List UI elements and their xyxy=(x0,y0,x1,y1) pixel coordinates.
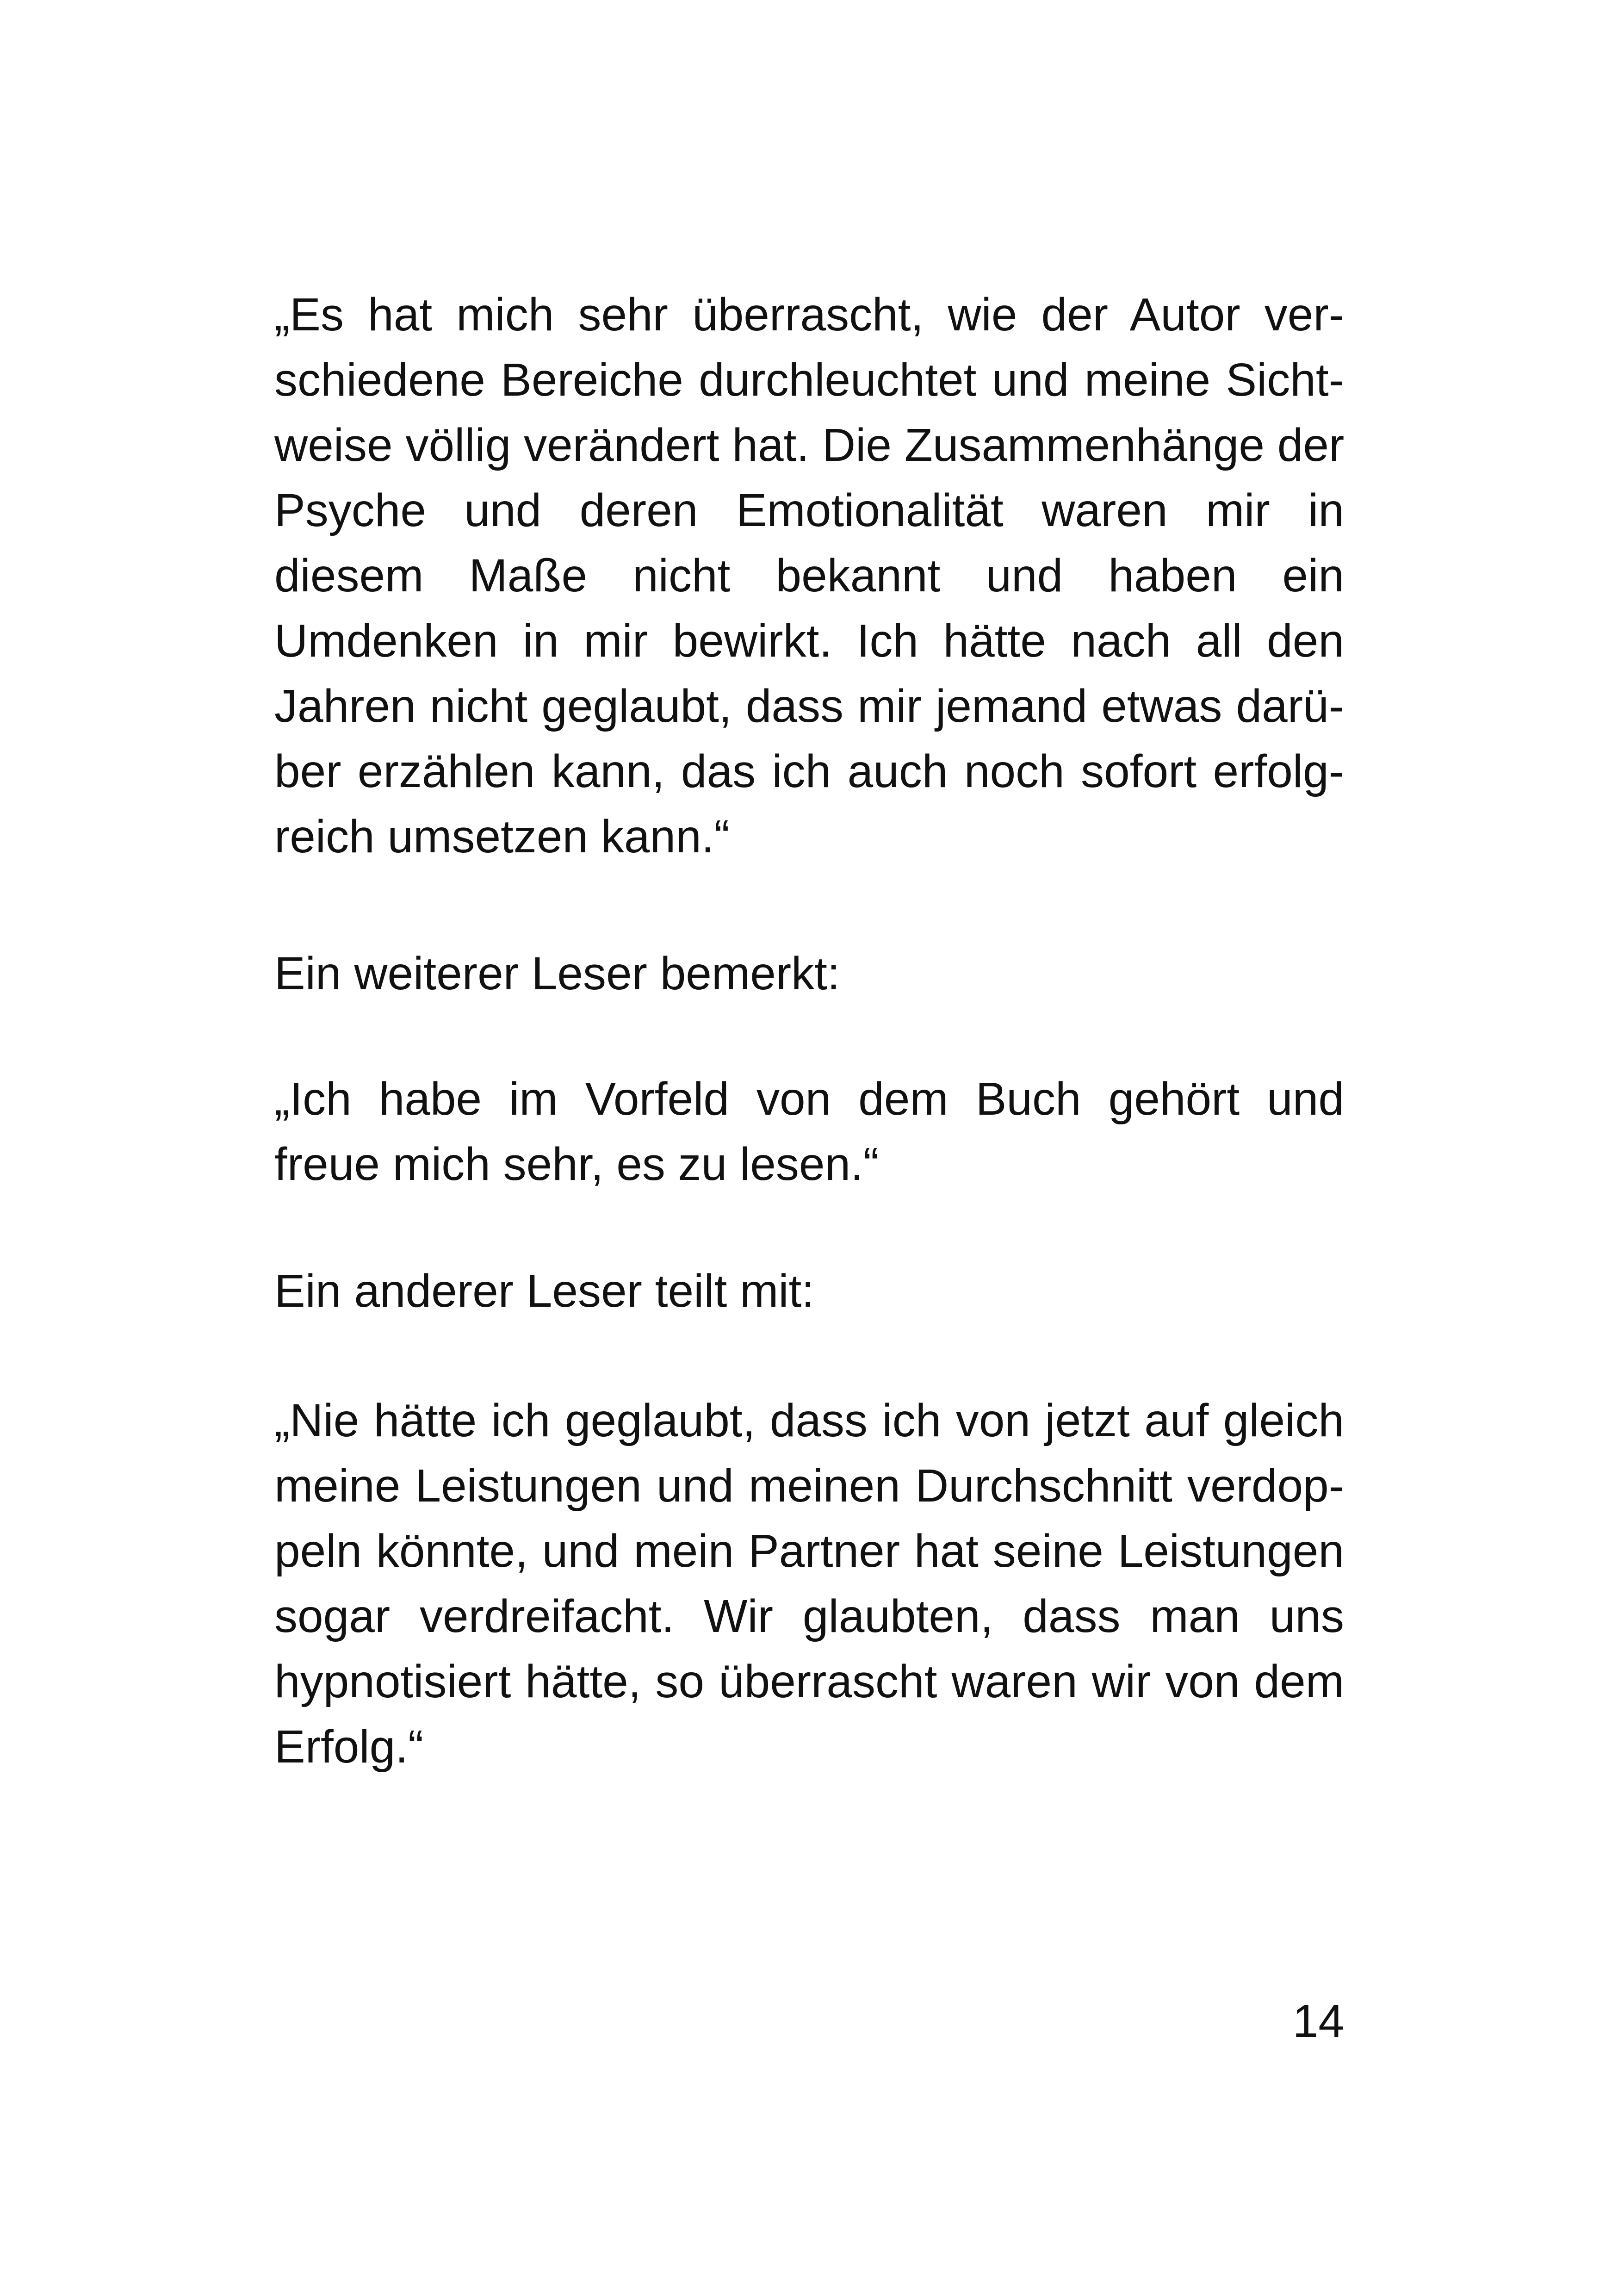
text-line: freue mich sehr, es zu lesen.“ xyxy=(274,1138,879,1190)
text-line: Psyche und deren Emotionalität waren mir in xyxy=(274,484,1344,536)
text-line: Jahren nicht geglaubt, dass mir jemand etwas darü- xyxy=(274,680,1344,732)
text-line: Umdenken in mir bewirkt. Ich hätte nach all den xyxy=(274,615,1344,667)
reader-intro-paragraph-1 xyxy=(274,941,1344,1006)
page-number: 14 xyxy=(1292,1995,1344,2047)
text-line: Erfolg.“ xyxy=(274,1721,424,1773)
testimonial-paragraph-2 xyxy=(274,1067,1344,1197)
text-line: reich umsetzen kann.“ xyxy=(274,811,730,863)
testimonial-paragraph-1 xyxy=(274,282,1344,869)
text-line: diesem Maße nicht bekannt und haben ein xyxy=(274,550,1344,602)
text-line: ber erzählen kann, das ich auch noch sofort erfolg- xyxy=(274,745,1344,797)
text-line: Ein anderer Leser teilt mit: xyxy=(274,1265,815,1317)
testimonial-paragraph-3 xyxy=(274,1388,1344,1780)
text-line: weise völlig verändert hat. Die Zusammenhänge der xyxy=(274,419,1344,471)
reader-intro-paragraph-2 xyxy=(274,1259,1344,1324)
text-line: sogar verdreifacht. Wir glaubten, dass man uns xyxy=(274,1590,1344,1642)
text-line: schiedene Bereiche durchleuchtet und meine Sicht- xyxy=(274,354,1344,406)
text-line: „Nie hätte ich geglaubt, dass ich von jetzt auf gleich xyxy=(274,1395,1344,1446)
text-line: Ein weiterer Leser bemerkt: xyxy=(274,948,840,999)
text-line: meine Leistungen und meinen Durchschnitt verdop- xyxy=(274,1460,1344,1512)
text-line: „Es hat mich sehr überrascht, wie der Autor ver- xyxy=(274,289,1344,341)
text-line: peln könnte, und mein Partner hat seine Leistungen xyxy=(274,1525,1344,1577)
text-line: „Ich habe im Vorfeld von dem Buch gehört und xyxy=(274,1073,1344,1125)
text-line: hypnotisiert hätte, so überrascht waren wir von dem xyxy=(274,1656,1344,1707)
